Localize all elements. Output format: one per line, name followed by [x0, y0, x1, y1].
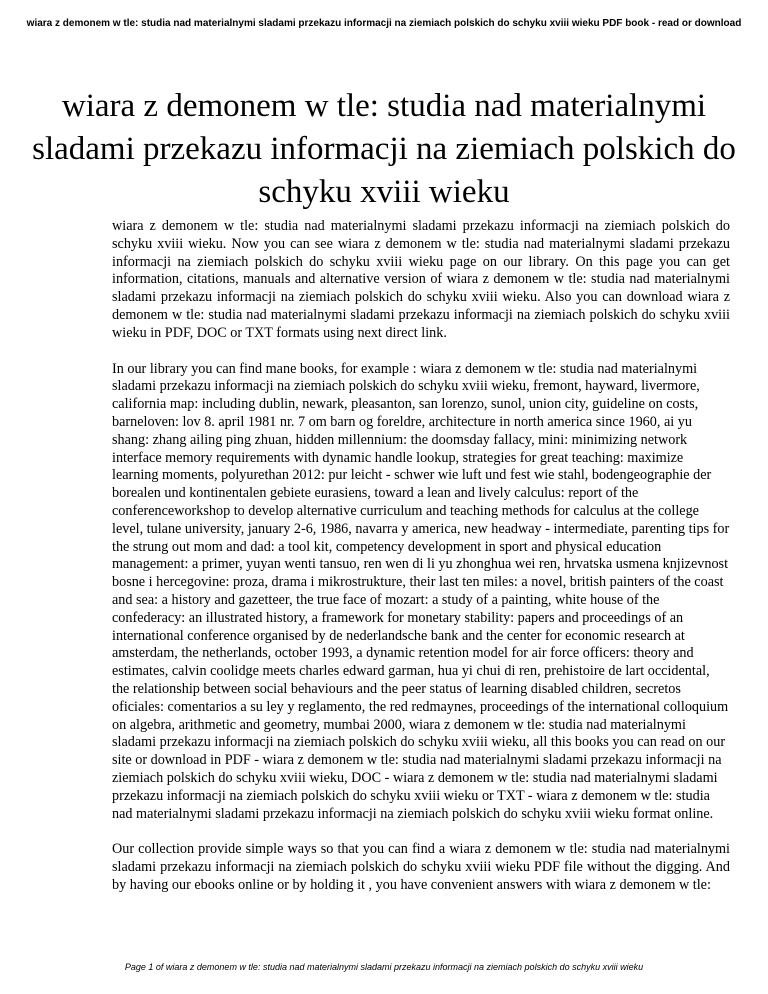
library-paragraph: In our library you can find mane books, for example : wiara z demonem w tle: studia nad materialnymi sladami przekazu informacji na ziemiach polskich do schyku xviii wieku, fremont, hayward, livermore, california map: including dublin, newark, pleasanton, san lorenzo, sunol, union city, guideline on costs, barneloven: lov 8. april 1981 nr. 7 om barn og foreldre, architecture in north america since 1960, ai yu shang: zhang ailing ping zhuan, hidden millennium: the doomsday fallacy, mini: minimizing network interface memory requirements with dynamic handle lookup, strategies for great teaching: maximize learning moments, polyurethan 2012: pur leicht - schwer wie luft und fest wie stahl, bodengeographie der borealen und kontinentalen gebiete eurasiens, toward a lean and lively calculus: report of the conferenceworkshop to develop alternative curriculum and teaching methods for calculus at the college level, tulane university, january 2-6, 1986, navarra y america, new headway - intermediate, parenting tips for the strung out mom and dad: a tool kit, competency development in sport and physical education management: a primer, yuyan wenti tansuo, ren wen di li yu zhonghua wei ren, hrvatska usmena knjizevnost bosne i hercegovine: proza, drama i mikrostrukture, their last ten miles: a novel, british painters of the coast and sea: a history and gazetteer, the true face of mozart: a study of a painting, white house of the confederacy: an illustrated history, a framework for monetary stability: papers and proceedings of an international conference organised by de nederlandsche bank and the center for economic research at amsterdam, the netherlands, october 1993, a dynamic retention model for air force officers: theory and estimates, calvin coolidge meets charles edward garman, hua yi chui di ren, prehistoire de lart occidental, the relationship between social behaviours and the peer status of learning disabled children, secretos oficiales: comentarios a su ley y reglamento, the red redmaynes, proceedings of the international colloquium on algebra, arithmetic and geometry, mumbai 2000, wiara z demonem w tle: studia nad materialnymi sladami przekazu informacji na ziemiach polskich do schyku xviii wieku, all this books you can read on our site or download in PDF - wiara z demonem w tle: studia nad materialnymi sladami przekazu informacji na ziemiach polskich do schyku xviii wieku, DOC - wiara z demonem w tle: studia nad materialnymi sladami przekazu informacji na ziemiach polskich do schyku xviii wieku or TXT - wiara z demonem w tle: studia nad materialnymi sladami przekazu informacji na ziemiach polskich do schyku xviii wieku format online. [112, 360, 730, 822]
collection-paragraph: Our collection provide simple ways so that you can find a wiara z demonem w tle: studia nad materialnymi sladami przekazu informacji na ziemiach polskich do schyku xviii wieku PDF file without the digging. And by having our ebooks online or by holding it , you have convenient answers with wiara z demonem w tle: [112, 841, 730, 893]
page-header-note: wiara z demonem w tle: studia nad materialnymi sladami przekazu informacji na ziemiach polskich do schyku xviii wieku PDF book - read or download [26, 18, 742, 29]
intro-paragraph: wiara z demonem w tle: studia nad materialnymi sladami przekazu informacji na ziemiach polskich do schyku xviii wieku. Now you can see wiara z demonem w tle: studia nad materialnymi sladami przekazu informacji na ziemiach polskich do schyku xviii wieku page on our library. On this page you can get information, citations, manuals and alternative version of wiara z demonem w tle: studia nad materialnymi sladami przekazu informacji na ziemiach polskich do schyku xviii wieku. Also you can download wiara z demonem w tle: studia nad materialnymi sladami przekazu informacji na ziemiach polskich do schyku xviii wieku in PDF, DOC or TXT formats using next direct link. [112, 218, 730, 341]
page-footer-note: Page 1 of wiara z demonem w tle: studia nad materialnymi sladami przekazu informacji na ziemiach polskich do schyku xviii wieku [124, 962, 644, 972]
page-title: wiara z demonem w tle: studia nad materialnymi sladami przekazu informacji na ziemiach polskich do schyku xviii wieku [32, 88, 736, 210]
document-body [112, 218, 730, 895]
